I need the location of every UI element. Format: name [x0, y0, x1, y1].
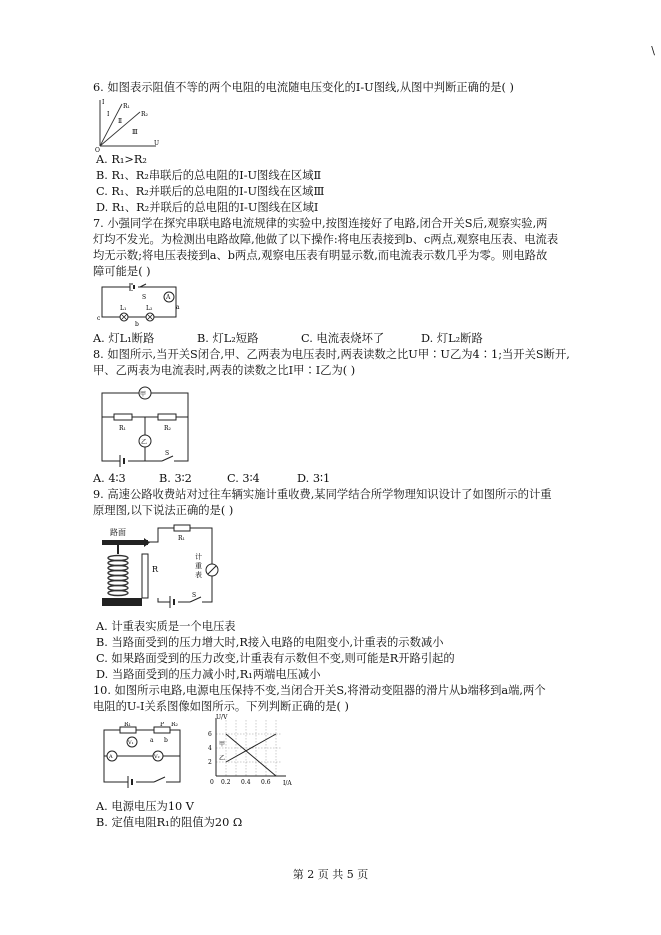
q10-y-tick-6: 6 [208, 731, 212, 738]
q7-stem-line-2: 灯均不发光。为检测出电路故障,他做了以下操作:将电压表接到b、c两点,观察电压表、电流表 [93, 233, 559, 246]
q7-point-a: a [176, 304, 180, 311]
q7-stem-line-1: 7. 小强同学在探究串联电路电流规律的实验中,按图连接好了电路,闭合开关S后,观察实验,两 [93, 217, 548, 230]
q7-l2-label: L₂ [146, 305, 153, 312]
q10-x-axis-label: I/A [283, 780, 292, 787]
q10-ammeter-label: A [109, 754, 113, 760]
q10-x-tick-06: 0.6 [261, 779, 271, 786]
q10-option-a: A. 电源电压为10 V [96, 800, 194, 813]
q7-circuit [96, 281, 182, 327]
q8-r1-label: R₁ [119, 425, 126, 432]
q9-switch-label: S [192, 592, 197, 599]
q10-y-tick-4: 4 [208, 745, 212, 752]
q10-circuit [98, 722, 186, 788]
q10-line-yi-label: 乙 [219, 755, 226, 762]
q6-u-label: U [154, 140, 160, 147]
q6-option-a: A. R₁>R₂ [96, 153, 147, 166]
page-footer: 第 2 页 共 5 页 [292, 868, 369, 881]
q10-v1-label: V₁ [128, 740, 134, 746]
q7-l1-label: L₁ [120, 305, 127, 312]
q7-switch-label: S [142, 294, 147, 301]
q6-r1-label: R₁ [123, 103, 130, 110]
q10-y-axis-label: U/V [216, 714, 228, 721]
q6-i-label: I [102, 99, 105, 106]
q10-y-tick-2: 2 [208, 759, 212, 766]
q9-option-d: D. 当路面受到的压力减小时,R₁两端电压减小 [96, 668, 321, 681]
q7-option-b: B. 灯L₂短路 [197, 332, 259, 345]
q10-point-a: a [150, 737, 154, 744]
q6-stem: 6. 如图表示阻值不等的两个电阻的电流随电压变化的I-U图线,从图中判断正确的是( ) [93, 81, 514, 94]
q6-region-1: Ⅰ [107, 111, 110, 118]
q9-stem-line-1: 9. 高速公路收费站对过往车辆实施计重收费,某同学结合所学物理知识设计了如图所示的计重 [93, 488, 552, 501]
q8-option-c: C. 3∶4 [227, 472, 260, 485]
q10-x-tick-04: 0.4 [241, 779, 251, 786]
q10-x-tick-02: 0.2 [221, 779, 231, 786]
q8-r2-label: R₂ [164, 425, 171, 432]
q9-meter-label-1: 计 [195, 553, 202, 561]
q6-region-3: Ⅲ [132, 129, 138, 136]
q8-meter-yi-label: 乙 [141, 439, 148, 446]
q9-option-c: C. 如果路面受到的压力改变,计重表有示数但不变,则可能是R开路引起的 [96, 652, 455, 665]
q8-option-d: D. 3∶1 [297, 472, 331, 485]
corner-mark: \ [651, 44, 655, 57]
q10-point-p: P [160, 722, 165, 728]
q6-r2-label: R₂ [141, 111, 148, 118]
q9-r-label: R [152, 565, 159, 574]
q7-point-b: b [135, 321, 139, 327]
q9-meter-label-3: 表 [195, 571, 202, 579]
q10-stem-line-2: 电阻的U-I关系图像如图所示。下列判断正确的是( ) [93, 700, 349, 713]
q9-road-label: 路面 [110, 528, 126, 537]
q7-stem-line-4: 障可能是( ) [93, 265, 151, 278]
q8-meter-jia-label: 甲 [140, 391, 147, 398]
q8-option-b: B. 3∶2 [159, 472, 192, 485]
q7-option-c: C. 电流表烧坏了 [301, 332, 385, 345]
q7-ammeter-label: A [166, 294, 171, 301]
q6-option-d: D. R₁、R₂并联后的总电阻的I-U图线在区域Ⅰ [96, 201, 319, 214]
q10-r2-label: R₂ [171, 722, 178, 728]
q10-option-b: B. 定值电阻R₁的阻值为20 Ω [96, 816, 243, 829]
q8-stem-line-2: 甲、乙两表为电流表时,两表的读数之比I甲∶I乙为( ) [93, 364, 356, 377]
q8-stem-line-1: 8. 如图所示,当开关S闭合,甲、乙两表为电压表时,两表读数之比U甲∶U乙为4∶1;当开关S断开, [93, 348, 570, 361]
q6-iu-graph [94, 96, 162, 152]
q9-circuit [98, 522, 220, 614]
q10-point-b: b [164, 737, 168, 744]
q6-region-2: Ⅱ [118, 118, 123, 125]
q9-meter-label-2: 重 [195, 562, 202, 570]
q10-stem-line-1: 10. 如图所示电路,电源电压保持不变,当闭合开关S,将滑动变阻器的滑片从b端移到a端,两个 [93, 684, 546, 697]
q9-stem-line-2: 原理图,以下说法正确的是( ) [93, 504, 234, 517]
q6-option-b: B. R₁、R₂串联后的总电阻的I-U图线在区域Ⅱ [96, 169, 322, 182]
q7-point-c: c [97, 315, 101, 322]
q7-option-d: D. 灯L₂断路 [421, 332, 483, 345]
q10-v2-label: V₂ [154, 754, 160, 760]
q7-stem-line-3: 均无示数;将电压表接到a、b两点,观察电压表有明显示数,而电流表示数几乎为零。则电路故 [93, 249, 548, 262]
q10-r1-label: R₁ [124, 722, 131, 728]
q10-ui-graph [198, 712, 294, 792]
q8-option-a: A. 4∶3 [93, 472, 126, 485]
q8-switch-label: S [165, 450, 170, 457]
q6-option-c: C. R₁、R₂并联后的总电阻的I-U图线在区域Ⅲ [96, 185, 325, 198]
q7-option-a: A. 灯L₁断路 [93, 332, 155, 345]
q9-option-b: B. 当路面受到的压力增大时,R接入电路的电阻变小,计重表的示数减小 [96, 636, 444, 649]
q10-line-jia-label: 甲 [219, 741, 226, 748]
q9-option-a: A. 计重表实质是一个电压表 [96, 620, 236, 633]
q9-r1-label: R₁ [178, 535, 185, 542]
q8-circuit [98, 383, 194, 467]
q6-origin-label: O [95, 147, 100, 152]
q10-origin-label: 0 [210, 779, 214, 786]
